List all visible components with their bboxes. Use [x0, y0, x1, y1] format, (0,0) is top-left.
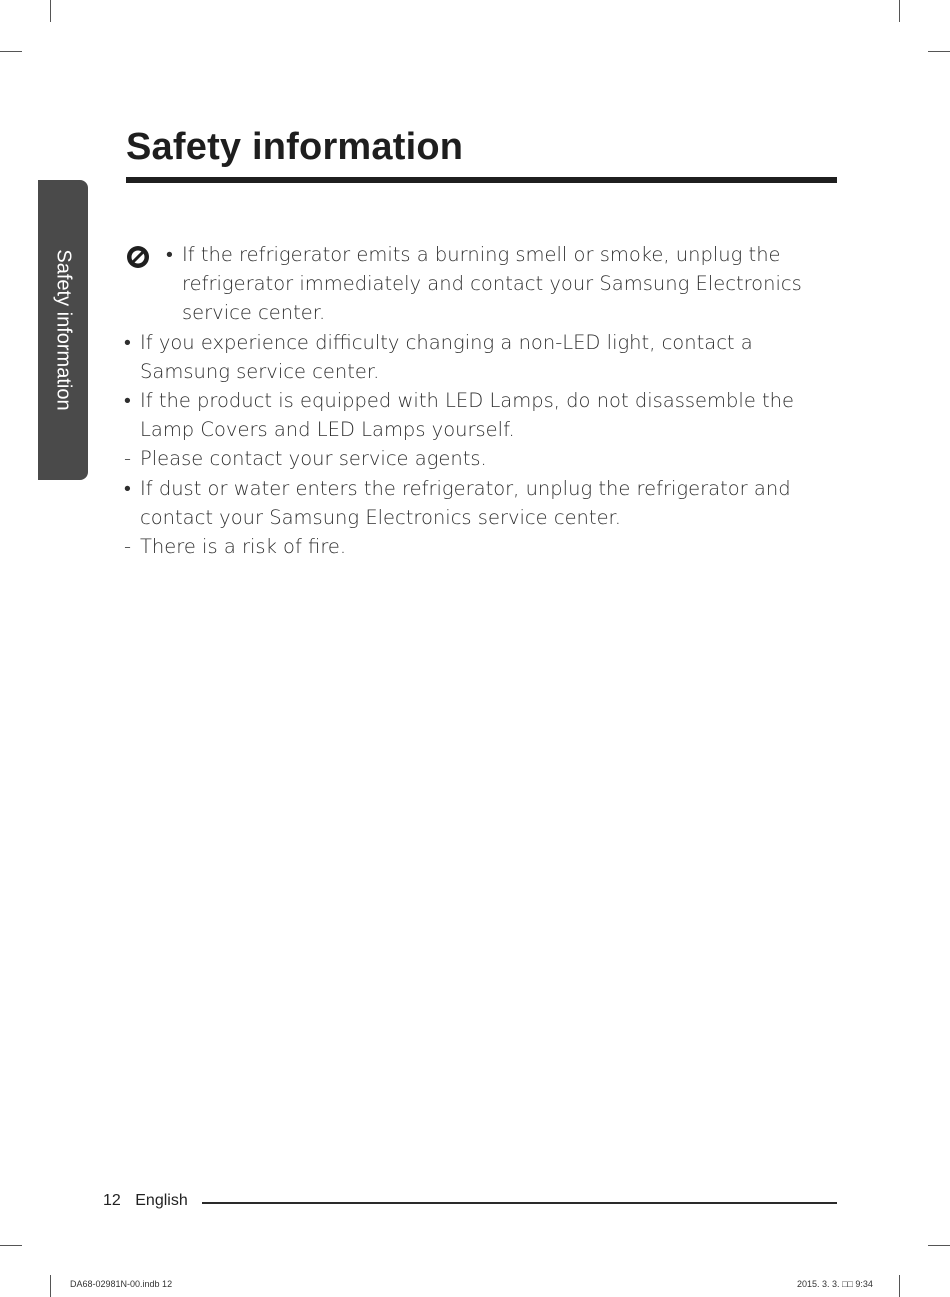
page-number: 12	[103, 1192, 121, 1209]
crop-mark	[899, 1275, 900, 1297]
bullet: •	[124, 389, 131, 413]
section-side-tab	[38, 180, 88, 480]
page-footer	[103, 1192, 188, 1210]
crop-mark	[0, 1245, 22, 1246]
bullet: •	[166, 243, 173, 266]
bullet: •	[124, 330, 131, 354]
list-subitem	[124, 532, 844, 561]
crop-mark	[0, 51, 22, 52]
title-rule	[126, 177, 837, 183]
safety-list	[124, 240, 844, 561]
crop-mark	[928, 51, 950, 52]
bullet: •	[124, 476, 131, 500]
dash: -	[124, 535, 132, 559]
crop-mark	[928, 1245, 950, 1246]
crop-mark	[899, 0, 900, 22]
item-text: There is a risk of fire.	[140, 535, 347, 559]
dash: -	[124, 447, 132, 471]
crop-mark	[50, 1275, 51, 1297]
item-text: Please contact your service agents.	[140, 447, 487, 471]
list-item	[124, 386, 844, 444]
footer-rule	[202, 1202, 837, 1204]
print-slug-left: DA68-02981N-00.indb 12	[70, 1279, 173, 1289]
list-item	[166, 240, 844, 328]
footer-language: English	[135, 1192, 188, 1209]
list-item	[124, 474, 844, 532]
print-slug-right: 2015. 3. 3. □□ 9:34	[797, 1279, 873, 1289]
item-text: If the refrigerator emits a burning smell or smoke, unplug the refrigerator immediately and contact your Samsung Electronics service center.	[182, 243, 802, 325]
item-text: If you experience difficulty changing a non-LED light, contact a Samsung service center.	[140, 330, 753, 383]
item-text: If the product is equipped with LED Lamps, do not disassemble the Lamp Covers and LED Lamps yourself.	[140, 389, 795, 442]
page-title: Safety information	[126, 126, 464, 168]
item-text: If dust or water enters the refrigerator, unplug the refrigerator and contact your Samsung Electronics service center.	[140, 476, 791, 529]
list-item	[124, 328, 844, 386]
crop-mark	[50, 0, 51, 22]
list-subitem	[124, 444, 844, 473]
side-tab-label: Safety information	[52, 249, 75, 411]
